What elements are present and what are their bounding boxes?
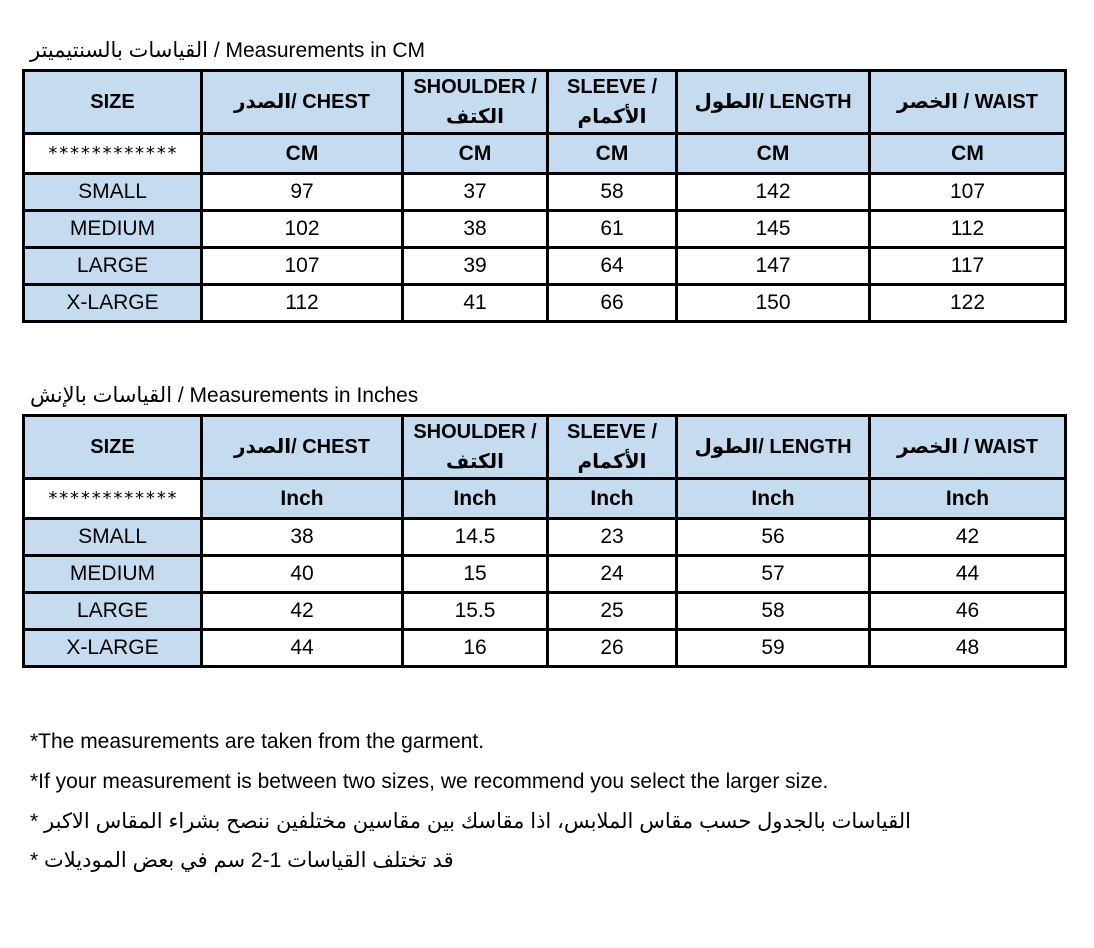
- shoulder-header: SHOULDER / الكتف: [403, 416, 548, 479]
- stars-cell: ************: [24, 134, 202, 174]
- table-row: [24, 556, 1066, 593]
- unit-row: [24, 479, 1066, 519]
- sleeve-cell: 25: [548, 593, 677, 630]
- inch-table-caption: القياسات بالإنش / Measurements in Inches: [30, 384, 419, 407]
- size-cell: SMALL: [24, 519, 202, 556]
- chest-cell: 38: [202, 519, 403, 556]
- length-cell: 58: [677, 593, 870, 630]
- shoulder-cell: 16: [403, 630, 548, 667]
- stars-cell: ************: [24, 479, 202, 519]
- inch-size-table: [22, 414, 1067, 668]
- shoulder-cell: 14.5: [403, 519, 548, 556]
- table-row: [24, 211, 1066, 248]
- sleeve-cell: 61: [548, 211, 677, 248]
- table-row: [24, 248, 1066, 285]
- waist-cell: 48: [870, 630, 1066, 667]
- size-cell: SMALL: [24, 174, 202, 211]
- header-row: [24, 416, 1066, 479]
- unit-cell: CM: [870, 134, 1066, 174]
- sleeve-cell: 24: [548, 556, 677, 593]
- waist-header: الخصر / WAIST: [870, 416, 1066, 479]
- unit-cell: CM: [202, 134, 403, 174]
- unit-cell: Inch: [403, 479, 548, 519]
- header-row: [24, 71, 1066, 134]
- waist-cell: 46: [870, 593, 1066, 630]
- waist-cell: 44: [870, 556, 1066, 593]
- size-cell: MEDIUM: [24, 211, 202, 248]
- chest-cell: 40: [202, 556, 403, 593]
- sleeve-cell: 23: [548, 519, 677, 556]
- length-header: الطول/ LENGTH: [677, 416, 870, 479]
- length-cell: 145: [677, 211, 870, 248]
- garment-note: *The measurements are taken from the garment.: [30, 730, 485, 753]
- cm-size-table: [22, 69, 1067, 323]
- chest-cell: 102: [202, 211, 403, 248]
- sleeve-cell: 26: [548, 630, 677, 667]
- size-header: SIZE: [24, 71, 202, 134]
- length-cell: 147: [677, 248, 870, 285]
- table-row: [24, 593, 1066, 630]
- sleeve-header: SLEEVE / الأكمام: [548, 71, 677, 134]
- chest-cell: 42: [202, 593, 403, 630]
- size-cell: MEDIUM: [24, 556, 202, 593]
- size-cell: X-LARGE: [24, 630, 202, 667]
- length-header: الطول/ LENGTH: [677, 71, 870, 134]
- length-cell: 57: [677, 556, 870, 593]
- size-cell: LARGE: [24, 248, 202, 285]
- chest-cell: 107: [202, 248, 403, 285]
- unit-cell: CM: [548, 134, 677, 174]
- table-row: [24, 630, 1066, 667]
- unit-cell: CM: [677, 134, 870, 174]
- chest-cell: 97: [202, 174, 403, 211]
- arabic-size-note: * القياسات بالجدول حسب مقاس الملابس، اذا مقاسك بين مقاسين مختلفين ننصح بشراء المقاس الاكبر: [30, 810, 911, 833]
- waist-cell: 122: [870, 285, 1066, 322]
- shoulder-cell: 15: [403, 556, 548, 593]
- shoulder-cell: 37: [403, 174, 548, 211]
- sleeve-header: SLEEVE / الأكمام: [548, 416, 677, 479]
- waist-cell: 107: [870, 174, 1066, 211]
- waist-header: الخصر / WAIST: [870, 71, 1066, 134]
- chest-header: الصدر/ CHEST: [202, 71, 403, 134]
- chest-cell: 112: [202, 285, 403, 322]
- size-header: SIZE: [24, 416, 202, 479]
- chest-header: الصدر/ CHEST: [202, 416, 403, 479]
- table-row: [24, 519, 1066, 556]
- table-row: [24, 285, 1066, 322]
- arabic-variance-note: * قد تختلف القياسات 1-2 سم في بعض الموديلات: [30, 849, 454, 872]
- chest-cell: 44: [202, 630, 403, 667]
- unit-row: [24, 134, 1066, 174]
- shoulder-cell: 39: [403, 248, 548, 285]
- size-recommendation-note: *If your measurement is between two sizes, we recommend you select the larger size.: [30, 770, 829, 793]
- unit-cell: Inch: [677, 479, 870, 519]
- unit-cell: Inch: [870, 479, 1066, 519]
- unit-cell: CM: [403, 134, 548, 174]
- length-cell: 56: [677, 519, 870, 556]
- table-row: [24, 174, 1066, 211]
- sleeve-cell: 58: [548, 174, 677, 211]
- size-cell: X-LARGE: [24, 285, 202, 322]
- length-cell: 150: [677, 285, 870, 322]
- sleeve-cell: 64: [548, 248, 677, 285]
- shoulder-cell: 41: [403, 285, 548, 322]
- unit-cell: Inch: [202, 479, 403, 519]
- unit-cell: Inch: [548, 479, 677, 519]
- shoulder-cell: 15.5: [403, 593, 548, 630]
- waist-cell: 117: [870, 248, 1066, 285]
- waist-cell: 112: [870, 211, 1066, 248]
- cm-table-caption: القياسات بالسنتيميتر / Measurements in CM: [30, 39, 426, 62]
- length-cell: 59: [677, 630, 870, 667]
- shoulder-cell: 38: [403, 211, 548, 248]
- sleeve-cell: 66: [548, 285, 677, 322]
- size-cell: LARGE: [24, 593, 202, 630]
- length-cell: 142: [677, 174, 870, 211]
- shoulder-header: SHOULDER / الكتف: [403, 71, 548, 134]
- waist-cell: 42: [870, 519, 1066, 556]
